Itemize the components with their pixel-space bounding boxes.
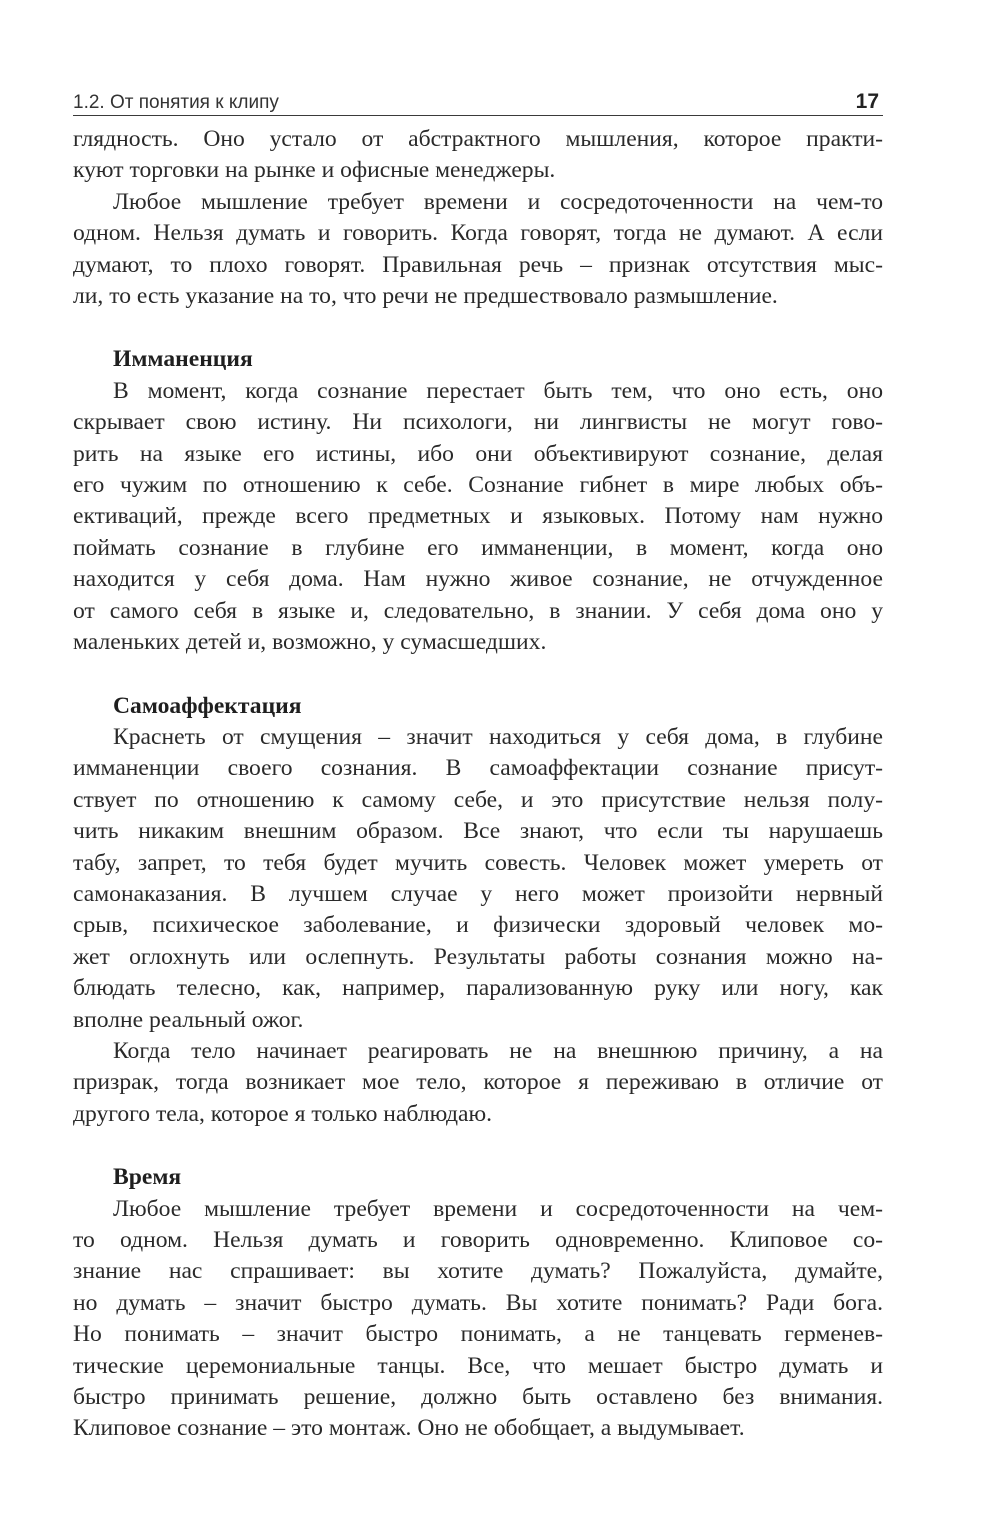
text-line: но думать – значит быстро думать. Вы хотите понимать? Ради бога. — [73, 1289, 883, 1316]
text-line: находится у себя дома. Нам нужно живое сознание, не отчужденное — [73, 566, 883, 593]
section-heading: Время — [113, 1164, 182, 1191]
paragraph-intro-2 — [73, 187, 883, 313]
running-header — [73, 86, 883, 116]
text-line: вполне реальный ожог. — [73, 1006, 304, 1033]
section-heading: Имманенция — [113, 346, 253, 373]
text-line: быстро принимать решение, должно быть оставлено без внимания. — [73, 1384, 883, 1411]
text-line: куют торговки на рынке и офисные менеджеры. — [73, 157, 556, 184]
page-number: 17 — [855, 90, 879, 113]
text-line: срыв, психическое заболевание, и физически здоровый человек мо- — [73, 912, 883, 939]
text-line: его чужим по отношению к себе. Сознание гибнет в мире любых объ- — [73, 472, 883, 499]
paragraph-intro-1 — [73, 124, 883, 187]
text-line: призрак, тогда возникает мое тело, которое я переживаю в отличие от — [73, 1069, 883, 1096]
book-page — [73, 86, 883, 1445]
text-line: ствует по отношению к самому себе, и это присутствие нельзя полу- — [73, 786, 883, 813]
text-line: Краснеть от смущения – значит находиться у себя дома, в глубине — [113, 723, 883, 750]
text-line: Но понимать – значит быстро понимать, а не танцевать герменев- — [73, 1321, 883, 1348]
section-heading: Самоаффектация — [113, 692, 302, 719]
text-line: другого тела, которое я только наблюдаю. — [73, 1100, 493, 1127]
paragraph — [73, 722, 883, 1036]
text-line: маленьких детей и, возможно, у сумасшедших. — [73, 629, 547, 656]
text-line: тические церемониальные танцы. Все, что мешает быстро думать и — [73, 1352, 883, 1379]
text-line: рить на языке его истины, ибо они объективируют сознание, делая — [73, 440, 883, 467]
text-line: Любое мышление требует времени и сосредоточенности на чем- — [113, 1195, 883, 1222]
text-line: табу, запрет, то тебя будет мучить совесть. Человек может умереть от — [73, 849, 883, 876]
paragraph — [73, 1194, 883, 1445]
text-line: имманенции своего сознания. В самоаффектации сознание присут- — [73, 755, 883, 782]
section-immanence — [73, 344, 883, 658]
text-line: поймать сознание в глубине его имманенции, в момент, когда оно — [73, 534, 883, 561]
text-line: Любое мышление требует времени и сосредоточенности на чем-то — [113, 188, 883, 215]
text-line: знание нас спрашивает: вы хотите думать? Пожалуйста, думайте, — [73, 1258, 883, 1285]
text-line: скрывает свою истину. Ни психологи, ни лингвисты не могут гово- — [73, 409, 883, 436]
text-line: блюдать телесно, как, например, парализованную руку или ногу, как — [73, 975, 883, 1002]
body-text — [73, 124, 883, 1445]
text-line: самонаказания. В лучшем случае у него может произойти нервный — [73, 880, 883, 907]
text-line: чить никаким внешним образом. Все знают, что если ты нарушаешь — [73, 818, 883, 845]
text-line: думают, то плохо говорят. Правильная речь – признак отсутствия мыс- — [73, 251, 883, 278]
text-line: глядность. Оно устало от абстрактного мышления, которое практи- — [73, 126, 883, 152]
text-line: В момент, когда сознание перестает быть тем, что оно есть, оно — [113, 377, 883, 404]
text-line: Клиповое сознание – это монтаж. Оно не обобщает, а выдумывает. — [73, 1415, 745, 1442]
paragraph — [73, 1036, 883, 1130]
paragraph — [73, 376, 883, 659]
running-title: 1.2. От понятия к клипу — [73, 92, 279, 113]
text-line: ективаций, прежде всего предметных и языковых. Потому нам нужно — [73, 503, 883, 530]
text-line: одном. Нельзя думать и говорить. Когда говорят, тогда не думают. А если — [73, 220, 883, 247]
section-time — [73, 1162, 883, 1445]
text-line: от самого себя в языке и, следовательно, в знании. У себя дома оно у — [73, 597, 883, 624]
text-line: ли, то есть указание на то, что речи не предшествовало размышление. — [73, 283, 778, 310]
text-line: Когда тело начинает реагировать не на внешнюю причину, а на — [113, 1037, 883, 1064]
text-line: жет оглохнуть или ослепнуть. Результаты работы сознания можно на- — [73, 943, 883, 970]
text-line: то одном. Нельзя думать и говорить одновременно. Клиповое со- — [73, 1227, 883, 1253]
section-self-affectation — [73, 691, 883, 1131]
